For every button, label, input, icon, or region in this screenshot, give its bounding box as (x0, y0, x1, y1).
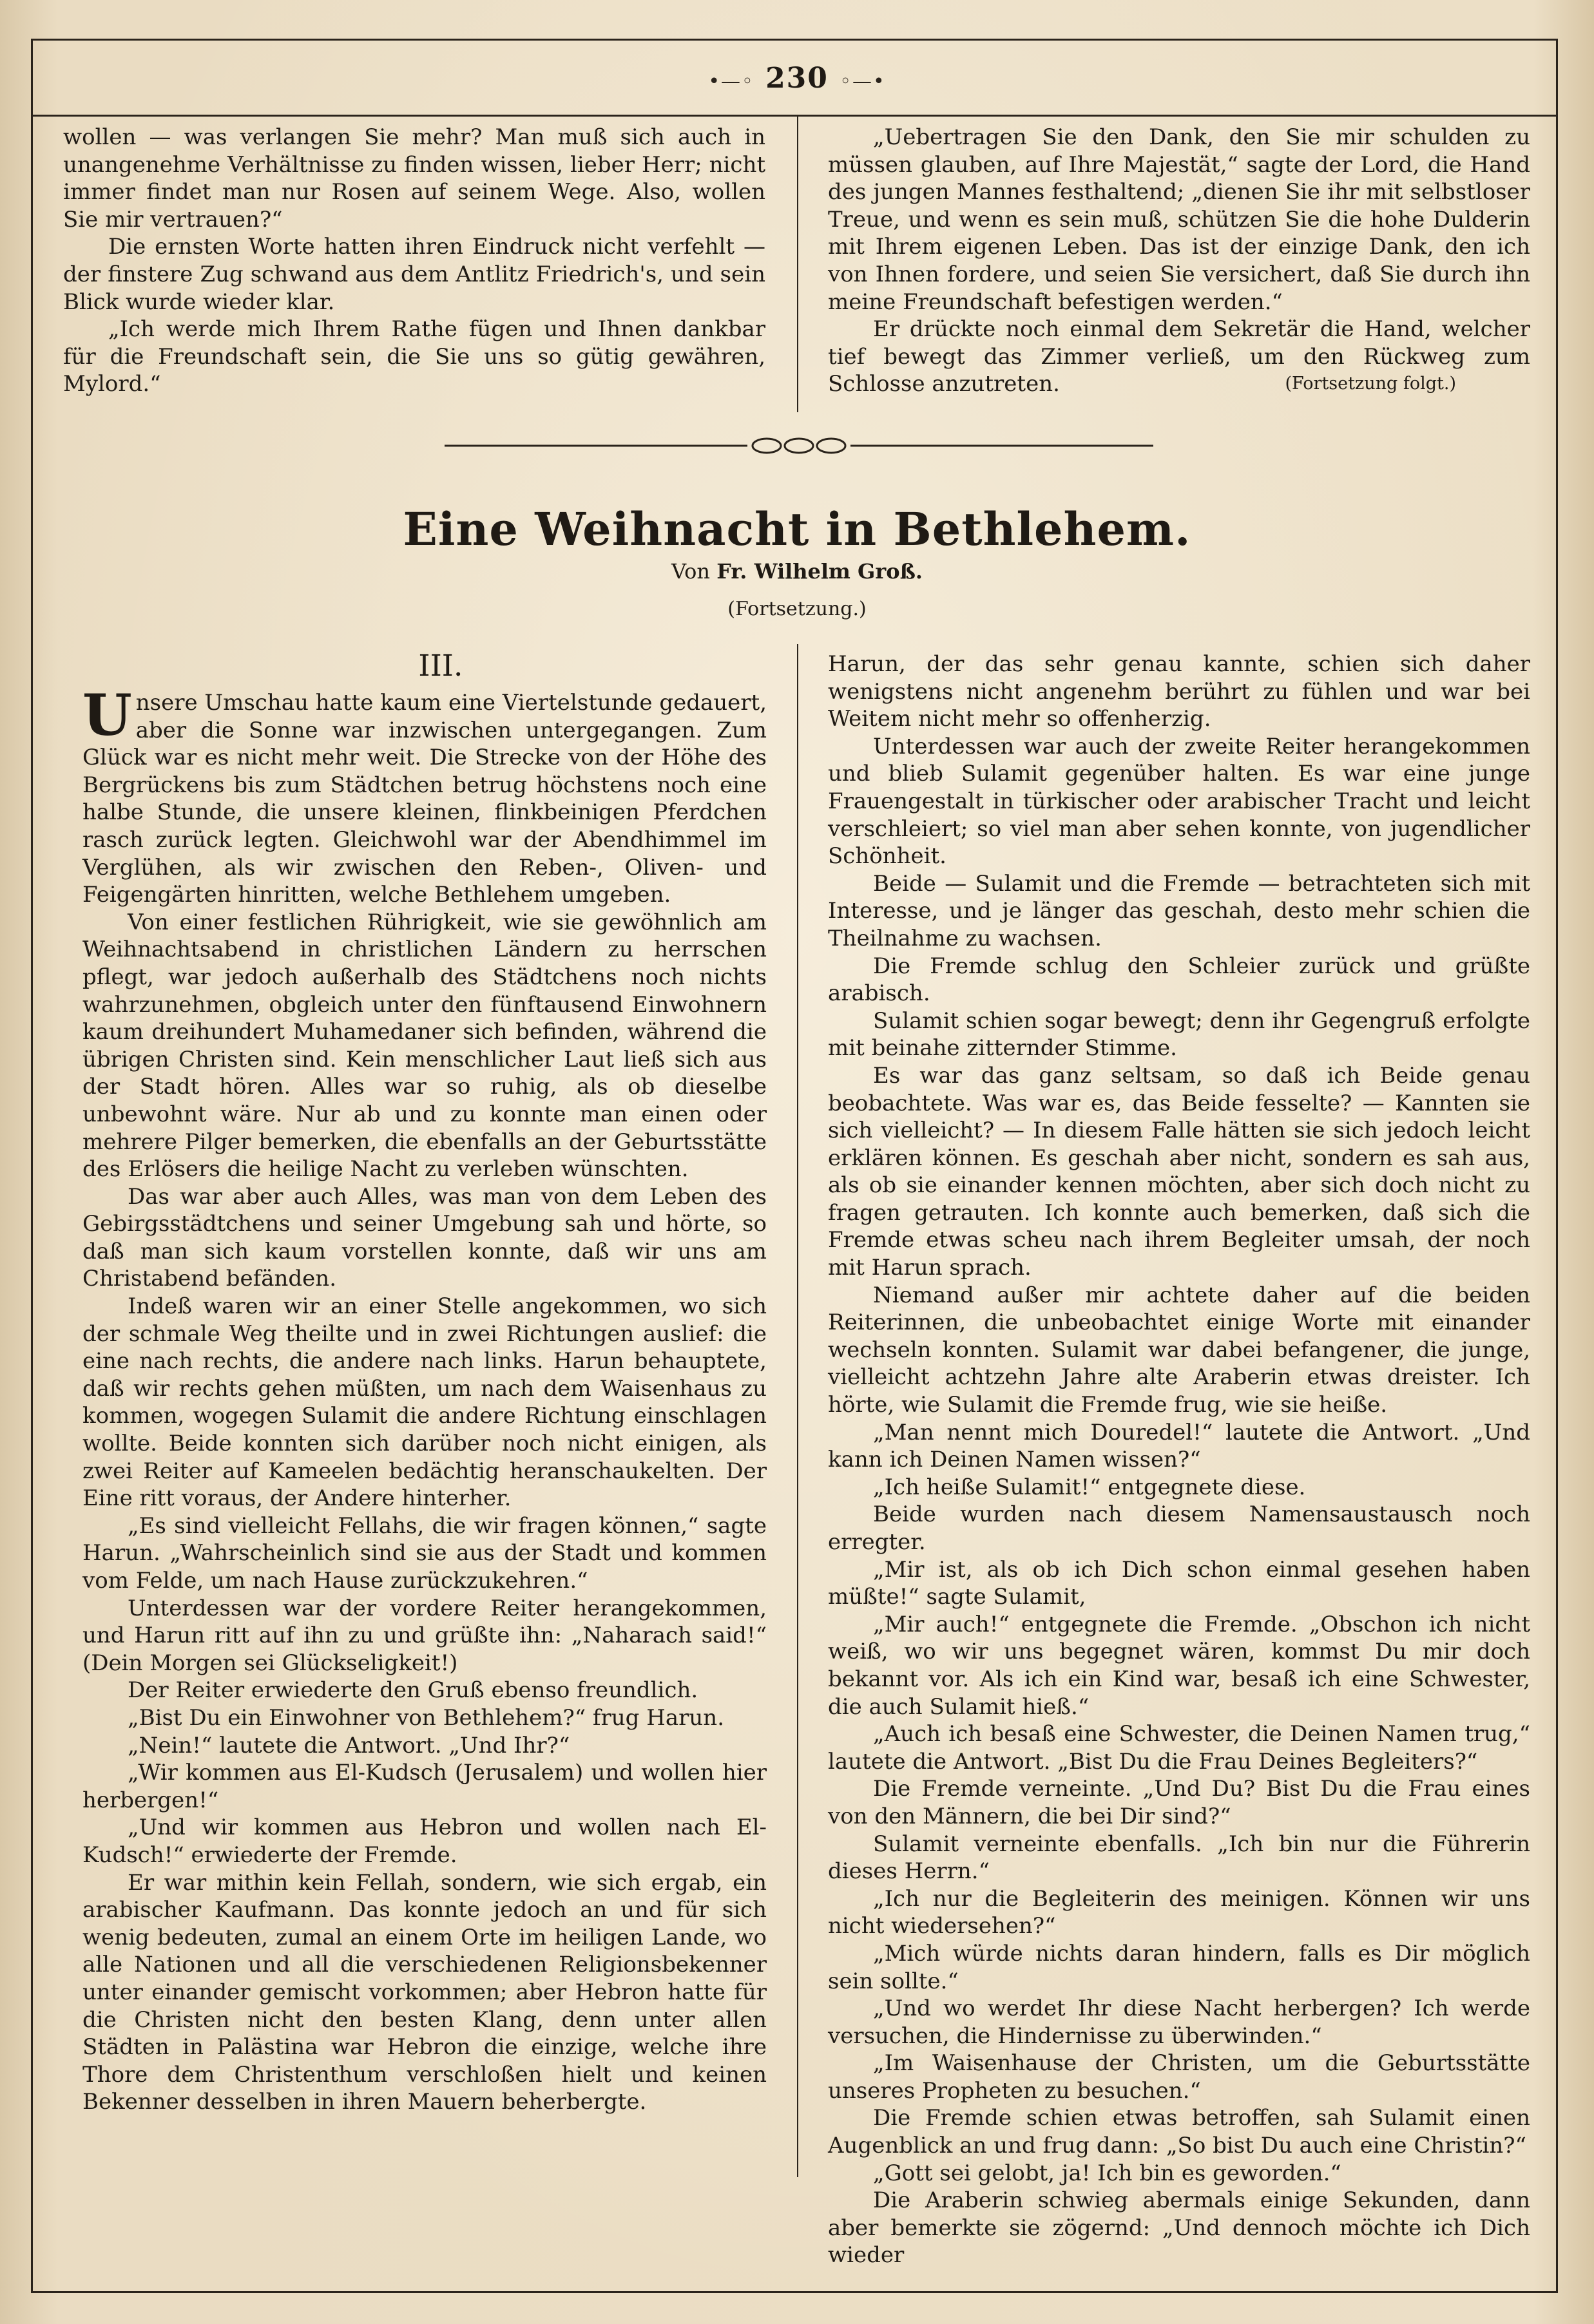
paragraph: Niemand außer mir achtete daher auf die beiden Reiterinnen, die unbeobachtet einige Worte mit einander wechseln konnten. Sulamit war dabei befangener, die junge, vielleicht achtzehn Jahre alte Araberin etwas dreister. Ich hörte, wie Sulamit die Fremde frug, wie sie heiße. (828, 1282, 1530, 1418)
article-note: (Fortsetzung.) (727, 598, 867, 620)
byline-prefix: Von (671, 559, 711, 584)
paragraph: Der Reiter erwiederte den Gruß ebenso freundlich. (128, 1677, 698, 1704)
paragraph: „Ich werde mich Ihrem Rathe fügen und Ihnen dankbar für die Freundschaft sein, die Sie uns so gütig gewähren, Mylord.“ (63, 316, 765, 397)
paragraph: Es war das ganz seltsam, so daß ich Beide genau beobachtete. Was war es, das Beide fesselte? — Kannten sie sich vielleicht? — In diesem Falle hätten sie sich jedoch leicht erklären können. Es geschah aber nicht, sondern es sah aus, als ob sie einander kennen möchten, aber sich doch nicht zu fragen getrauten. Ich konnte auch bemerken, daß sich die Fremde etwas scheu nach ihrem Begleiter umsah, der noch mit Harun sprach. (828, 1062, 1530, 1281)
chapter-number: III. (418, 648, 463, 683)
paragraph: „Im Waisenhause der Christen, um die Geburtsstätte unseres Propheten zu besuchen.“ (828, 2050, 1530, 2104)
paragraph: „Gott sei gelobt, ja! Ich bin es geworden.“ (873, 2160, 1341, 2186)
article-title: Eine Weihnacht in Bethlehem. (403, 502, 1191, 556)
column-divider-top (797, 116, 798, 412)
article-right-column (828, 651, 1530, 2269)
paragraph: Die Fremde schien etwas betroffen, sah Sulamit einen Augenblick an und frug dann: „So bist Du auch eine Christin?“ (828, 2105, 1530, 2159)
paragraph: „Mich würde nichts daran hindern, falls es Dir möglich sein sollte.“ (828, 1940, 1530, 1994)
paragraph: Sulamit verneinte ebenfalls. „Ich bin nur die Führerin dieses Herrn.“ (828, 1831, 1530, 1885)
paragraph: Die Araberin schwieg abermals einige Sekunden, dann aber bemerkte sie zögernd: „Und dennoch möchte ich Dich wieder (828, 2187, 1530, 2269)
paragraph: Das war aber auch Alles, was man von dem Leben des Gebirgsstädtchens und seiner Umgebung sah und hörte, so daß man sich kaum vorstellen konnte, daß wir uns am Christabend befänden. (82, 1183, 767, 1292)
paragraph: Die Fremde verneinte. „Und Du? Bist Du die Frau eines von den Männern, die bei Dir sind?“ (828, 1776, 1530, 1829)
paragraph: „Und wo werdet Ihr diese Nacht herbergen? Ich werde versuchen, die Hindernisse zu überwinden.“ (828, 1995, 1530, 2049)
paragraph: „Es sind vielleicht Fellahs, die wir fragen können,“ sagte Harun. „Wahrscheinlich sind sie aus der Stadt und kommen vom Felde, um nach Hause zurückzukehren.“ (82, 1512, 767, 1594)
section-divider-icon (445, 433, 1153, 459)
paragraph: „Ich heiße Sulamit!“ entgegnete diese. (873, 1474, 1306, 1500)
paragraph: „Ich nur die Begleiterin des meinigen. Können wir uns nicht wiedersehen?“ (828, 1885, 1530, 1939)
article-author: Fr. Wilhelm Groß. (716, 559, 923, 584)
column-divider-bottom (797, 644, 798, 2177)
paragraph: Indeß waren wir an einer Stelle angekommen, wo sich der schmale Weg theilte und in zwei Richtungen auslief: die eine nach rechts, die andere nach links. Harun behauptete, daß wir rechts gehen müßten, um nach dem Waisenhaus zu kommen, wogegen Sulamit die andere Richtung einschlagen wollte. Beide konnten sich darüber noch nicht einigen, als zwei Reiter auf Kameelen bedächtig heranschaukelten. Der Eine ritt voraus, der Andere hinterher. (82, 1293, 767, 1512)
paragraph: Harun, der das sehr genau kannte, schien sich daher wenigstens nicht angenehm berührt zu fühlen und war bei Weitem nicht mehr so offenherzig. (828, 651, 1530, 732)
ornament-right-icon: ◦—• (840, 70, 886, 93)
paragraph: „Man nennt mich Douredel!“ lautete die Antwort. „Und kann ich Deinen Namen wissen?“ (828, 1419, 1530, 1473)
paragraph: Er war mithin kein Fellah, sondern, wie sich ergab, ein arabischer Kaufmann. Das konnte jedoch an und für sich wenig bedeuten, zumal an einem Orte im heiligen Lande, wo alle Nationen und all die verschiedenen Religionsbekenner unter einander gemischt vorkommen; aber Hebron hatte für die Christen nicht den besten Klang, denn unter allen Städten in Palästina war Hebron die einzige, welche ihre Thore dem Christenthum verschloßen hielt und keinen Bekenner desselben in ihren Mauern beherbergte. (82, 1869, 767, 2115)
paragraph: Unterdessen war auch der zweite Reiter herangekommen und blieb Sulamit gegenüber halten. Es war eine junge Frauengestalt in türkischer oder arabischer Tracht und leicht verschleiert; so viel man aber sehen konnte, von jugendlicher Schönheit. (828, 733, 1530, 870)
header-rule (31, 115, 1558, 117)
paragraph: „Mir auch!“ entgegnete die Fremde. „Obschon ich nicht weiß, wo wir uns begegnet wären, kommst Du mir doch bekannt vor. Als ich ein Kind war, besaß ich eine Schwester, die auch Sulamit hieß.“ (828, 1611, 1530, 1720)
paragraph: Von einer festlichen Rührigkeit, wie sie gewöhnlich am Weihnachtsabend in christlichen Ländern zu herrschen pflegt, war jedoch außerhalb des Städtchens noch nichts wahrzunehmen, obgleich unter den fünftausend Einwohnern kaum dreihundert Muhamedaner sich befinden, während die übrigen Christen sind. Kein menschlicher Laut ließ sich aus der Stadt hören. Alles war so ruhig, als ob dieselbe unbewohnt wäre. Nur ab und zu konnte man einen oder mehrere Pilger bemerken, die ebenfalls an der Geburtsstätte des Erlösers die heilige Nacht zu verleben wünschten. (82, 909, 767, 1183)
top-left-column (63, 124, 765, 398)
lead-text: nsere Umschau hatte kaum eine Viertelstunde gedauert, aber die Sonne war inzwischen untergegangen. Zum Glück war es nicht mehr weit. Die Strecke von der Höhe des Bergrückens bis zum Städtchen betrug höchstens noch eine halbe Stunde, die unsere kleinen, flinkbeinigen Pferdchen rasch zurück legten. Gleichwohl war der Abendhimmel im Verglühen, als wir zwischen den Reben-, Oliven- und Feigengärten hinritten, welche Bethlehem umgeben. (82, 690, 767, 908)
paragraph: Er drückte noch einmal dem Sekretär die Hand, welcher tief bewegt das Zimmer verließ, um den Rückweg zum Schlosse anzutreten. (828, 316, 1530, 397)
paragraph: Die Fremde schlug den Schleier zurück und grüßte arabisch. (828, 953, 1530, 1007)
paragraph: Sulamit schien sogar bewegt; denn ihr Gegengruß erfolgte mit beinahe zitternder Stimme. (828, 1007, 1530, 1062)
paragraph: „Und wir kommen aus Hebron und wollen nach El-Kudsch!“ erwiederte der Fremde. (82, 1814, 767, 1868)
paragraph: „Auch ich besaß eine Schwester, die Deinen Namen trug,“ lautete die Antwort. „Bist Du die Frau Deines Begleiters?“ (828, 1721, 1530, 1775)
paragraph: „Mir ist, als ob ich Dich schon einmal gesehen haben müßte!“ sagte Sulamit, (828, 1556, 1530, 1610)
paragraph-lead (82, 681, 767, 909)
paragraph: Beide — Sulamit und die Fremde — betrachteten sich mit Interesse, und je länger das geschah, desto mehr schien die Theilnahme zu wachsen. (828, 870, 1530, 951)
paragraph: Unterdessen war der vordere Reiter herangekommen, und Harun ritt auf ihn zu und grüßte ihn: „Naharach said!“ (Dein Morgen sei Glückseligkeit!) (82, 1595, 767, 1676)
page-number (0, 62, 1594, 95)
continued-note: (Fortsetzung folgt.) (1285, 374, 1456, 394)
paragraph: „Uebertragen Sie den Dank, den Sie mir schulden zu müssen glauben, auf Ihre Majestät,“ sagte der Lord, die Hand des jungen Mannes festhaltend; „dienen Sie ihr mit selbstloser Treue, und wenn es sein muß, schützen Sie die hohe Dulderin mit Ihrem eigenen Leben. Das ist der einzige Dank, den ich von Ihnen fordere, und seien Sie versichert, daß Sie durch ihn meine Freundschaft befestigen werden.“ (828, 124, 1530, 315)
paragraph: „Bist Du ein Einwohner von Bethlehem?“ frug Harun. (128, 1704, 725, 1731)
paragraph: wollen — was verlangen Sie mehr? Man muß sich auch in unangenehme Verhältnisse zu finden wissen, lieber Herr; nicht immer findet man nur Rosen auf seinem Wege. Also, wollen Sie mir vertrauen?“ (63, 124, 765, 233)
paragraph: „Wir kommen aus El-Kudsch (Jerusalem) und wollen hier herbergen!“ (82, 1760, 767, 1813)
page-number-value: 230 (765, 62, 829, 95)
top-right-column (828, 124, 1530, 398)
article-byline (0, 559, 1594, 584)
drop-cap: U (82, 681, 132, 748)
paragraph: Die ernsten Worte hatten ihren Eindruck nicht verfehlt — der finstere Zug schwand aus dem Antlitz Friedrich's, und sein Blick wurde wieder klar. (63, 234, 765, 315)
paragraph: „Nein!“ lautete die Antwort. „Und Ihr?“ (128, 1732, 570, 1758)
ornament-left-icon: •—◦ (708, 70, 754, 93)
article-left-column (82, 681, 767, 2116)
paragraph: Beide wurden nach diesem Namensaustausch noch erregter. (828, 1501, 1530, 1555)
